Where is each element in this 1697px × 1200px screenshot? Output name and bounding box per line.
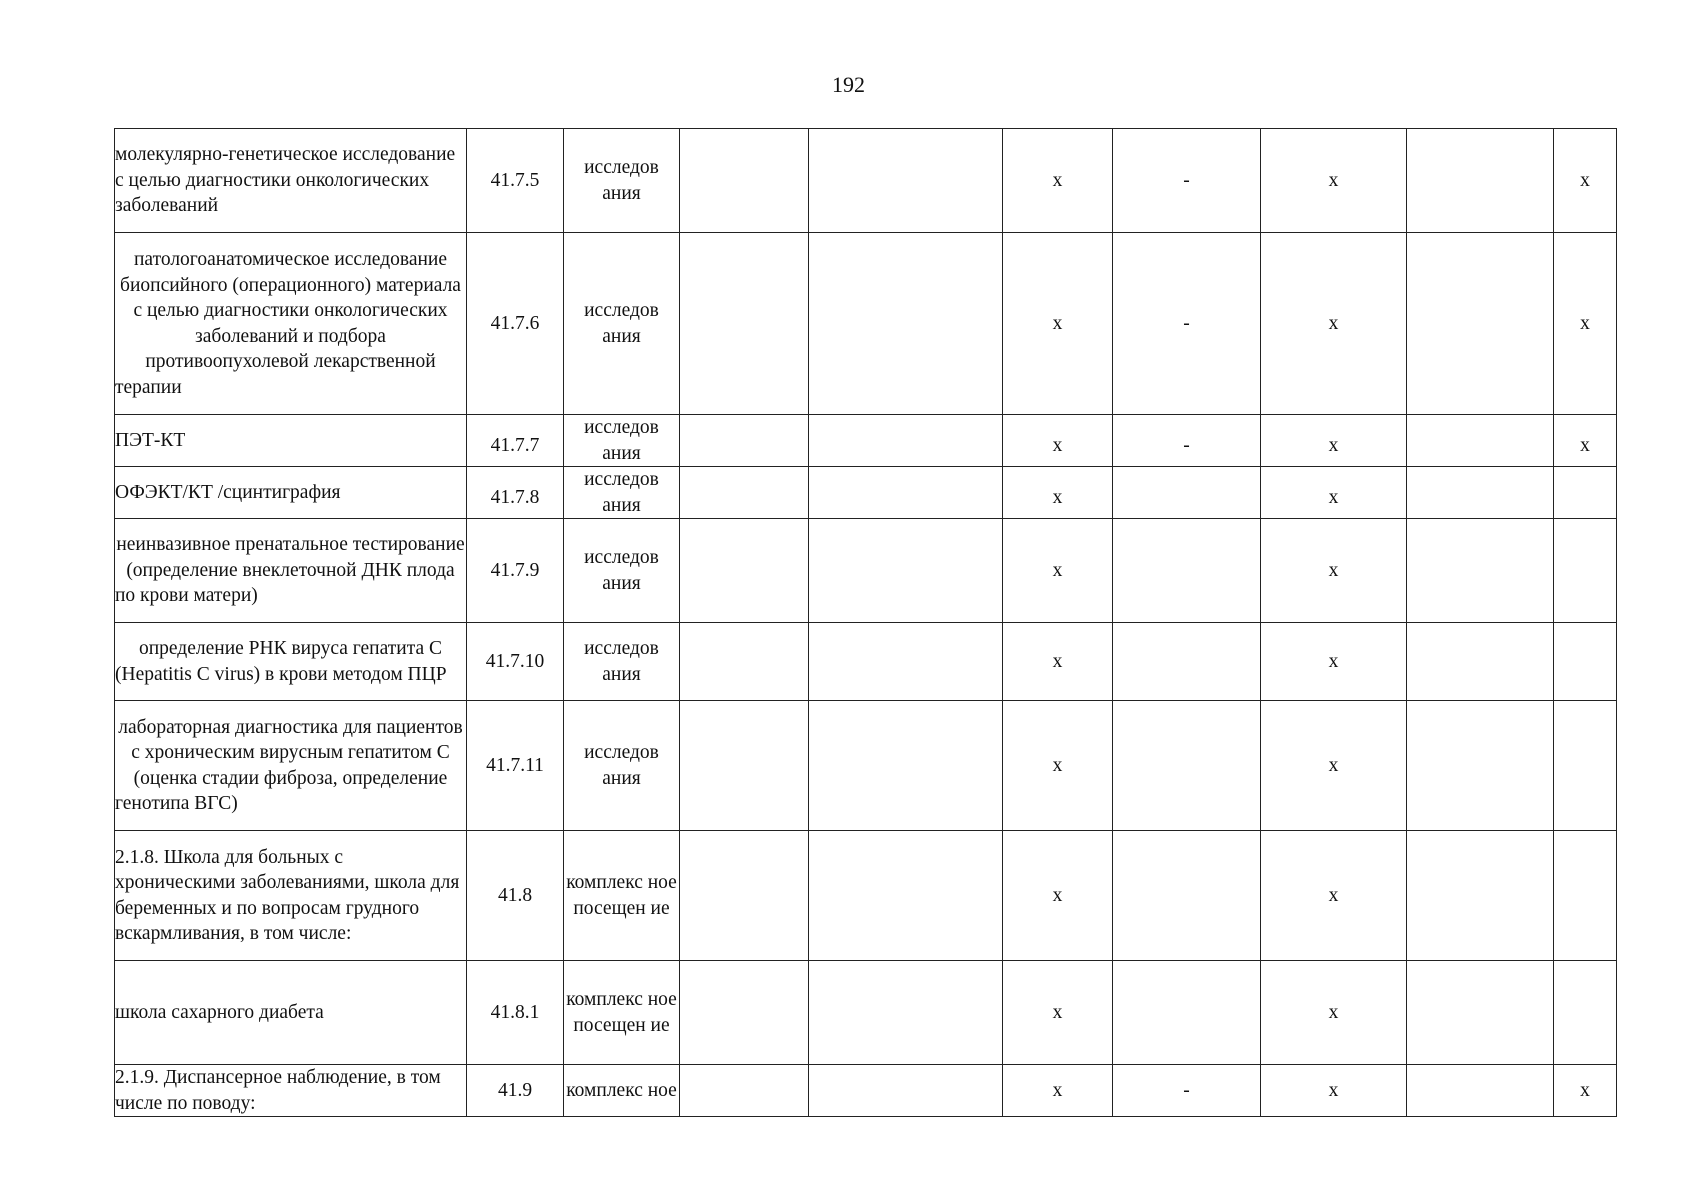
row-code: 41.9	[467, 1065, 564, 1117]
row-unit: исследов ания	[564, 519, 680, 623]
row-code: 41.7.5	[467, 129, 564, 233]
cell-col-7	[1113, 701, 1261, 831]
cell-col-6: х	[1003, 467, 1113, 519]
row-code: 41.7.6	[467, 233, 564, 415]
cell-col-10	[1554, 831, 1617, 961]
cell-col-5	[809, 831, 1003, 961]
table-row	[115, 415, 1617, 467]
cell-col-5	[809, 467, 1003, 519]
row-unit: исследов ания	[564, 129, 680, 233]
cell-col-7: -	[1113, 233, 1261, 415]
cell-col-10	[1554, 701, 1617, 831]
row-name: лабораторная диагностика для пациентов с хроническим вирусным гепатитом С (оценка стадии фиброза, определение генотипа ВГС)	[115, 701, 467, 831]
cell-col-9	[1407, 961, 1554, 1065]
cell-col-8: х	[1261, 415, 1407, 467]
cell-col-8: х	[1261, 233, 1407, 415]
cell-col-9	[1407, 701, 1554, 831]
table-row	[115, 467, 1617, 519]
cell-col-8: х	[1261, 519, 1407, 623]
cell-col-5	[809, 519, 1003, 623]
row-unit: исследов ания	[564, 623, 680, 701]
cell-col-10	[1554, 623, 1617, 701]
cell-col-4	[680, 1065, 809, 1117]
table-body	[115, 129, 1617, 1117]
cell-col-7: -	[1113, 129, 1261, 233]
cell-col-5	[809, 233, 1003, 415]
cell-col-10	[1554, 519, 1617, 623]
cell-col-9	[1407, 519, 1554, 623]
cell-col-8: х	[1261, 129, 1407, 233]
row-unit: исследов ания	[564, 233, 680, 415]
row-unit: комплекс ное посещен ие	[564, 831, 680, 961]
cell-col-9	[1407, 623, 1554, 701]
cell-col-5	[809, 129, 1003, 233]
cell-col-4	[680, 415, 809, 467]
cell-col-7: -	[1113, 1065, 1261, 1117]
cell-col-5	[809, 961, 1003, 1065]
row-unit: исследов ания	[564, 467, 680, 519]
cell-col-8: х	[1261, 701, 1407, 831]
table-row	[115, 623, 1617, 701]
cell-col-10: х	[1554, 129, 1617, 233]
table-row	[115, 961, 1617, 1065]
cell-col-5	[809, 701, 1003, 831]
table-row	[115, 701, 1617, 831]
cell-col-7	[1113, 831, 1261, 961]
row-name: ПЭТ-КТ	[115, 415, 467, 467]
cell-col-10	[1554, 961, 1617, 1065]
cell-col-5	[809, 1065, 1003, 1117]
cell-col-6: х	[1003, 701, 1113, 831]
cell-col-6: х	[1003, 415, 1113, 467]
row-name: ОФЭКТ/КТ /сцинтиграфия	[115, 467, 467, 519]
cell-col-8: х	[1261, 623, 1407, 701]
row-unit: комплекс ное	[564, 1065, 680, 1117]
table-row	[115, 519, 1617, 623]
row-code: 41.7.11	[467, 701, 564, 831]
cell-col-6: х	[1003, 961, 1113, 1065]
cell-col-7	[1113, 519, 1261, 623]
cell-col-4	[680, 961, 809, 1065]
cell-col-8: х	[1261, 961, 1407, 1065]
cell-col-7: -	[1113, 415, 1261, 467]
cell-col-9	[1407, 467, 1554, 519]
row-unit: комплекс ное посещен ие	[564, 961, 680, 1065]
cell-col-7	[1113, 961, 1261, 1065]
cell-col-8: х	[1261, 467, 1407, 519]
cell-col-6: х	[1003, 1065, 1113, 1117]
row-name: патологоанатомическое исследование биопсийного (операционного) материала с целью диагностики онкологических заболеваний и подбора противоопухолевой лекарственной терапии	[115, 233, 467, 415]
cell-col-10: х	[1554, 415, 1617, 467]
cell-col-4	[680, 129, 809, 233]
cell-col-7	[1113, 467, 1261, 519]
cell-col-5	[809, 415, 1003, 467]
cell-col-8: х	[1261, 831, 1407, 961]
table-row	[115, 233, 1617, 415]
row-name: определение РНК вируса гепатита С (Hepatitis C virus) в крови методом ПЦР	[115, 623, 467, 701]
cell-col-8: х	[1261, 1065, 1407, 1117]
cell-col-9	[1407, 233, 1554, 415]
data-table	[114, 128, 1617, 1117]
cell-col-10: х	[1554, 1065, 1617, 1117]
cell-col-9	[1407, 129, 1554, 233]
cell-col-5	[809, 623, 1003, 701]
cell-col-7	[1113, 623, 1261, 701]
cell-col-4	[680, 233, 809, 415]
cell-col-9	[1407, 415, 1554, 467]
row-code: 41.7.10	[467, 623, 564, 701]
page-number: 192	[832, 72, 865, 97]
cell-col-4	[680, 701, 809, 831]
row-code: 41.7.7	[467, 415, 564, 467]
row-code: 41.8	[467, 831, 564, 961]
cell-col-6: х	[1003, 233, 1113, 415]
row-code: 41.7.8	[467, 467, 564, 519]
row-name: 2.1.9. Диспансерное наблюдение, в том числе по поводу:	[115, 1065, 467, 1117]
table-row	[115, 1065, 1617, 1117]
row-name: неинвазивное пренатальное тестирование (определение внеклеточной ДНК плода по крови матери)	[115, 519, 467, 623]
cell-col-4	[680, 467, 809, 519]
row-name: молекулярно-генетическое исследование с целью диагностики онкологических заболеваний	[115, 129, 467, 233]
row-name: школа сахарного диабета	[115, 961, 467, 1065]
cell-col-4	[680, 831, 809, 961]
row-unit: исследов ания	[564, 415, 680, 467]
cell-col-6: х	[1003, 129, 1113, 233]
cell-col-10	[1554, 467, 1617, 519]
cell-col-4	[680, 623, 809, 701]
row-code: 41.8.1	[467, 961, 564, 1065]
cell-col-10: х	[1554, 233, 1617, 415]
row-unit: исследов ания	[564, 701, 680, 831]
row-name: 2.1.8. Школа для больных с хроническими заболеваниями, школа для беременных и по вопросам грудного вскармливания, в том числе:	[115, 831, 467, 961]
cell-col-6: х	[1003, 519, 1113, 623]
cell-col-9	[1407, 831, 1554, 961]
cell-col-6: х	[1003, 831, 1113, 961]
table-row	[115, 129, 1617, 233]
cell-col-9	[1407, 1065, 1554, 1117]
row-code: 41.7.9	[467, 519, 564, 623]
cell-col-6: х	[1003, 623, 1113, 701]
cell-col-4	[680, 519, 809, 623]
table-row	[115, 831, 1617, 961]
